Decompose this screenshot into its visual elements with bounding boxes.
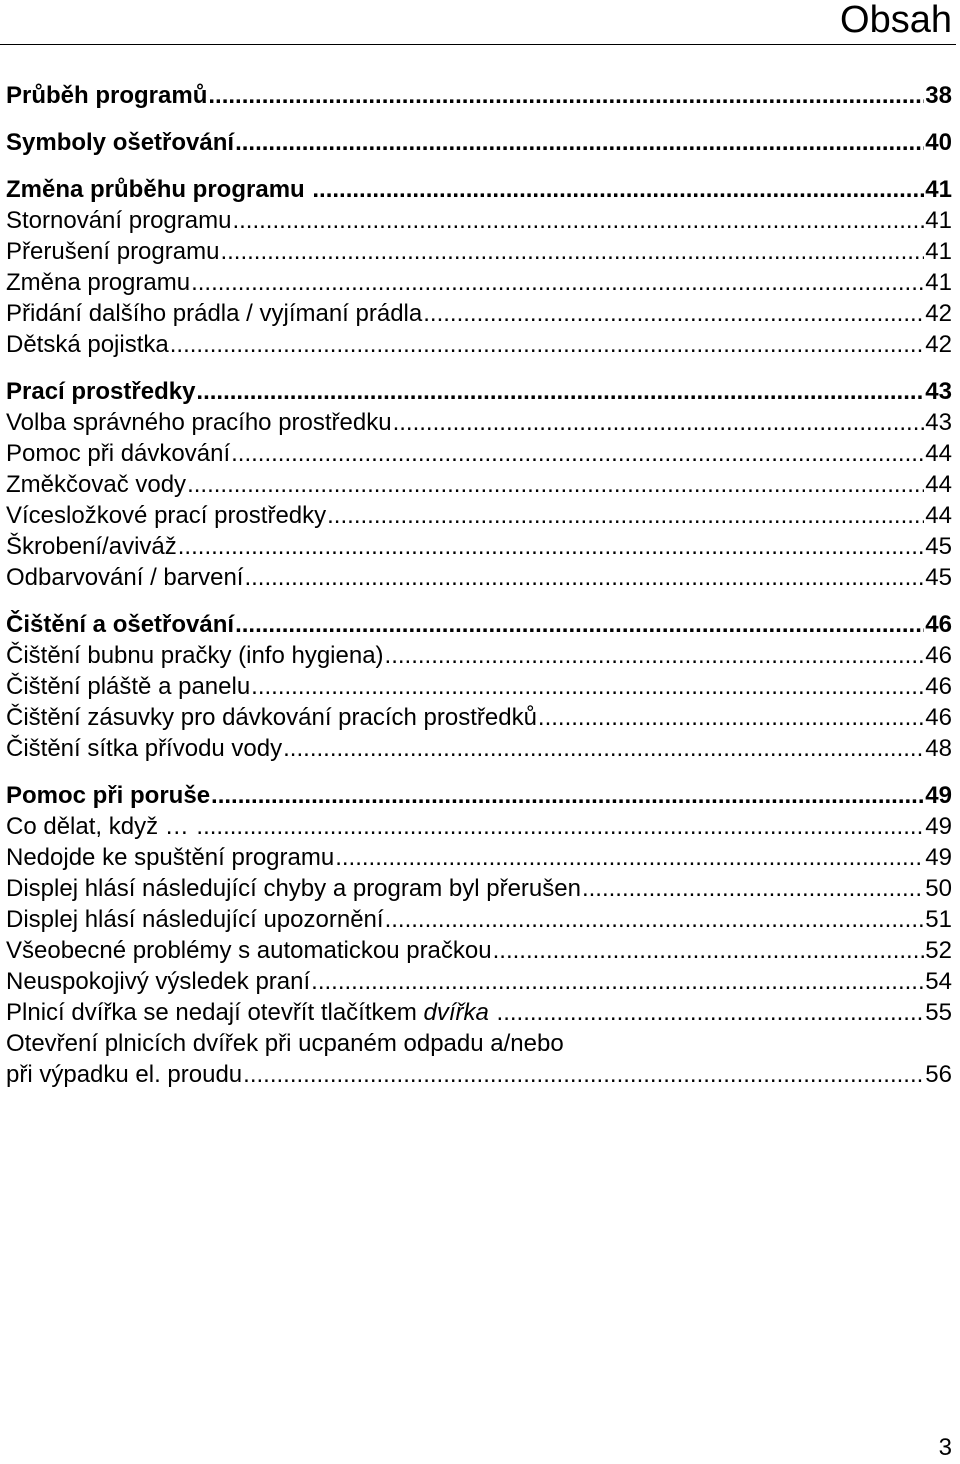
- toc-entry-page: 43: [925, 409, 952, 436]
- toc-leader: [497, 997, 925, 1028]
- toc-entry-page: 41: [925, 238, 952, 265]
- toc-entry-title: Přidání dalšího prádla / vyjímaní prádla: [6, 300, 423, 327]
- toc-leader: [196, 811, 924, 842]
- toc-entry-page: 41: [925, 176, 952, 203]
- toc-entry[interactable]: [6, 842, 952, 873]
- toc-entry-title: Čištění pláště a panelu: [6, 673, 251, 700]
- toc-leader: [393, 407, 925, 438]
- toc-entry-title: Pomoc při poruše: [6, 782, 211, 809]
- toc-entry-title: Stornování programu: [6, 207, 232, 234]
- toc-entry-page: 45: [925, 533, 952, 560]
- toc-entry-title: Změkčovač vody: [6, 471, 187, 498]
- toc-entry[interactable]: [6, 80, 952, 111]
- toc-leader: [235, 609, 924, 640]
- toc-entry-title-italic: dvířka: [423, 999, 489, 1026]
- toc-entry-title: Plnicí dvířka se nedají otevřít tlačítkem: [6, 999, 424, 1026]
- toc-leader: [208, 80, 924, 111]
- toc-leader: [232, 205, 924, 236]
- toc-leader: [251, 671, 924, 702]
- toc-entry-page: 50: [925, 875, 952, 902]
- toc-leader: [582, 873, 924, 904]
- toc-leader: [385, 904, 925, 935]
- toc-entry-title: Odbarvování / barvení: [6, 564, 244, 591]
- toc-entry-page: 42: [925, 300, 952, 327]
- header-divider: [0, 44, 956, 45]
- toc-entry-title-line1[interactable]: Otevření plnicích dvířek při ucpaném odpadu a/nebo: [6, 1030, 564, 1057]
- toc-entry[interactable]: [6, 236, 952, 267]
- toc-entry-title: Čištění a ošetřování: [6, 611, 235, 638]
- toc-entry-page: 55: [925, 999, 952, 1026]
- toc-entry-page: 49: [925, 782, 952, 809]
- toc-entry-title: Pomoc při dávkování: [6, 440, 231, 467]
- toc-entry-title: Změna průběhu programu: [6, 176, 312, 203]
- toc-entry-page: 45: [925, 564, 952, 591]
- toc-entry-title: Čištění zásuvky pro dávkování pracích prostředků: [6, 704, 537, 731]
- toc-entry-page: 49: [925, 844, 952, 871]
- toc-entry-title: Nedojde ke spuštění programu: [6, 844, 335, 871]
- toc-entry[interactable]: [6, 531, 952, 562]
- toc-entry-page: 46: [925, 611, 952, 638]
- toc-entry[interactable]: [6, 935, 952, 966]
- page-number: 3: [938, 1434, 952, 1461]
- toc-leader: [243, 1059, 924, 1090]
- toc-entry-page: 44: [925, 502, 952, 529]
- toc-entry[interactable]: [6, 966, 952, 997]
- toc-entry-page: 43: [925, 378, 952, 405]
- table-of-contents: [6, 80, 952, 1090]
- toc-entry-title: Dětská pojistka: [6, 331, 169, 358]
- toc-entry-page: 48: [925, 735, 952, 762]
- toc-leader: [283, 733, 924, 764]
- toc-entry-title: Prací prostředky: [6, 378, 196, 405]
- toc-leader: [311, 966, 924, 997]
- toc-entry-page: 54: [925, 968, 952, 995]
- toc-entry-page: 56: [925, 1061, 952, 1088]
- toc-entry-page: 44: [925, 440, 952, 467]
- toc-leader: [191, 267, 924, 298]
- toc-leader: [170, 329, 925, 360]
- toc-entry-page: 41: [925, 207, 952, 234]
- toc-entry-title: při výpadku el. proudu: [6, 1061, 243, 1088]
- toc-entry[interactable]: [6, 780, 952, 811]
- toc-entry-title: Změna programu: [6, 269, 191, 296]
- toc-entry-title: Všeobecné problémy s automatickou pračkou: [6, 937, 492, 964]
- toc-leader: [196, 376, 924, 407]
- toc-entry-title: Průběh programů: [6, 82, 208, 109]
- toc-entry-title: Co dělat, když …: [6, 813, 196, 840]
- toc-entry-title: Neuspokojivý výsledek praní: [6, 968, 311, 995]
- toc-entry[interactable]: [6, 205, 952, 236]
- toc-entry-page: 44: [925, 471, 952, 498]
- toc-leader: [211, 780, 924, 811]
- toc-leader: [220, 236, 924, 267]
- toc-entry-title: Volba správného pracího prostředku: [6, 409, 392, 436]
- toc-entry-title: Displej hlásí následující upozornění: [6, 906, 384, 933]
- toc-leader: [423, 298, 924, 329]
- toc-entry[interactable]: [6, 671, 952, 702]
- toc-leader: [335, 842, 924, 873]
- toc-entry[interactable]: [6, 702, 952, 733]
- toc-entry-page: 46: [925, 673, 952, 700]
- toc-entry-page: 41: [925, 269, 952, 296]
- toc-entry[interactable]: [6, 733, 952, 764]
- toc-entry-page: 51: [925, 906, 952, 933]
- toc-entry[interactable]: [6, 407, 952, 438]
- toc-entry[interactable]: [6, 127, 952, 158]
- toc-entry[interactable]: [6, 174, 952, 205]
- toc-entry[interactable]: [6, 469, 952, 500]
- toc-leader: [178, 531, 925, 562]
- toc-entry-title: Čištění bubnu pračky (info hygiena): [6, 642, 384, 669]
- toc-entry-page: 46: [925, 704, 952, 731]
- toc-entry[interactable]: [6, 904, 952, 935]
- toc-entry[interactable]: [6, 873, 952, 904]
- toc-entry-page: 42: [925, 331, 952, 358]
- toc-entry-title: Vícesložkové prací prostředky: [6, 502, 327, 529]
- toc-entry[interactable]: [6, 609, 952, 640]
- toc-entry[interactable]: [6, 298, 952, 329]
- toc-entry[interactable]: [6, 562, 952, 593]
- toc-entry[interactable]: [6, 1059, 952, 1090]
- toc-entry-title: Škrobení/aviváž: [6, 533, 177, 560]
- toc-entry-page: 40: [925, 129, 952, 156]
- toc-entry[interactable]: [6, 640, 952, 671]
- toc-entry-title: Přerušení programu: [6, 238, 220, 265]
- toc-entry[interactable]: [6, 376, 952, 407]
- page-title: Obsah: [840, 0, 952, 41]
- toc-entry-page: 46: [925, 642, 952, 669]
- toc-leader: [312, 174, 924, 205]
- toc-entry-page: 38: [925, 82, 952, 109]
- toc-entry[interactable]: [6, 329, 952, 360]
- toc-leader: [244, 562, 924, 593]
- toc-entry-page: 49: [925, 813, 952, 840]
- toc-entry-title-group: [6, 997, 496, 1028]
- toc-entry-page: 52: [925, 937, 952, 964]
- toc-leader: [231, 438, 924, 469]
- toc-entry-title: Čištění sítka přívodu vody: [6, 735, 283, 762]
- toc-entry[interactable]: [6, 267, 952, 298]
- toc-entry-title: Displej hlásí následující chyby a program byl přerušen: [6, 875, 581, 902]
- toc-entry[interactable]: [6, 500, 952, 531]
- toc-leader: [385, 640, 925, 671]
- toc-leader: [538, 702, 924, 733]
- toc-entry[interactable]: [6, 438, 952, 469]
- toc-entry-title: Symboly ošetřování: [6, 129, 235, 156]
- toc-leader: [235, 127, 924, 158]
- toc-leader: [187, 469, 924, 500]
- toc-entry[interactable]: [6, 811, 952, 842]
- toc-leader: [327, 500, 924, 531]
- toc-leader: [493, 935, 925, 966]
- toc-entry[interactable]: [6, 997, 952, 1028]
